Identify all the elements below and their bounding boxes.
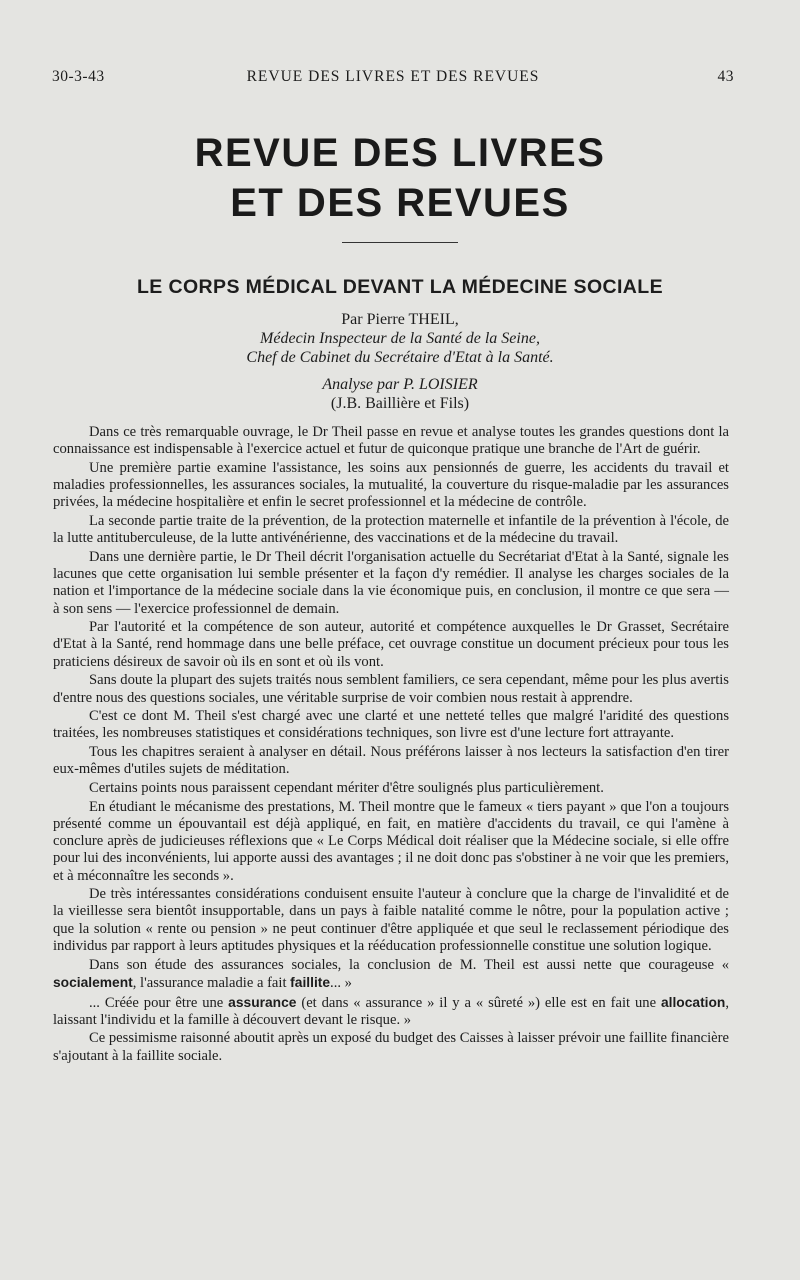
paragraph: Ce pessimisme raisonné aboutit après un exposé du budget des Caisses à laisser prévoir une faillite financière s'ajoutant à la faillite sociale. <box>53 1030 729 1064</box>
paragraph: Tous les chapitres seraient à analyser en détail. Nous préférons laisser à nos lecteurs la satisfaction d'en tirer eux-mêmes d'utiles sujets de méditation. <box>53 744 729 778</box>
text-run: , l'assurance maladie a fait <box>132 974 291 991</box>
author-affiliation-1: Médecin Inspecteur de la Santé de la Seine, <box>260 330 540 347</box>
paragraph: Par l'autorité et la compétence de son auteur, autorité et compétence auxquelles le Dr Grasset, Secrétaire d'Etat à la Santé, rend hommage dans une belle préface, cet ouvrage constitue un document précieux pour tous les praticiens désireux de savoir où ils en sont et où ils vont. <box>53 619 729 670</box>
text-run: Dans son étude des assurances sociales, la conclusion de M. Theil est aussi nette que courageuse « <box>89 956 729 973</box>
article-body <box>53 424 729 1065</box>
paragraph: C'est ce dont M. Theil s'est chargé avec une clarté et une netteté telles que malgré l'aridité des questions traitées, les nombreuses statistiques et considérations techniques, son livre est d'une lecture fort attrayante. <box>53 708 729 742</box>
bold-term: faillite <box>290 974 331 990</box>
page-number: 43 <box>717 68 734 85</box>
paragraph <box>53 994 729 1029</box>
text-run: ... Créée pour être une <box>89 994 229 1011</box>
paragraph: Sans doute la plupart des sujets traités nous semblent familiers, ce sera cependant, même pour les plus avertis d'entre nous des questions sociales, une véritable surprise de voir combien nous restait à apprendre. <box>53 672 729 706</box>
paragraph: Certains points nous paraissent cependant mériter d'être soulignés plus particulièrement. <box>89 780 604 797</box>
section-title <box>0 128 800 228</box>
section-title-line-2: ET DES REVUES <box>230 181 570 225</box>
analysis-credit: Analyse par P. LOISIER <box>322 376 478 393</box>
text-run: (et dans « assurance » il y a « sûreté ») elle est en fait une <box>296 994 661 1011</box>
divider-rule <box>342 242 458 243</box>
author-affiliation-2: Chef de Cabinet du Secrétaire d'Etat à la Santé. <box>246 349 554 366</box>
paragraph: De très intéressantes considérations conduisent ensuite l'auteur à conclure que la charge de l'invalidité et de la vieillesse sera bientôt insupportable, dans un pays à faible natalité comme le nôtre, pour la population active ; que la solution « rente ou pension » ne peut continuer d'être appliquée et que seul le reclassement périodique des individus par rapport à leurs aptitudes physiques et la rééducation professionnelle constitue une solution logique. <box>53 886 729 954</box>
running-head-title: REVUE DES LIVRES ET DES REVUES <box>246 68 540 85</box>
text-run: ... » <box>330 974 352 991</box>
paragraph: Une première partie examine l'assistance, les soins aux pensionnés de guerre, les accidents du travail et maladies professionnelles, les assurances sociales, la mutualité, la couverture du risque-maladie par les assurances privées, la médecine hospitalière et enfin le secret professionnel et la médecine de contrôle. <box>53 459 729 511</box>
article-title: LE CORPS MÉDICAL DEVANT LA MÉDECINE SOCIALE <box>136 276 664 298</box>
article-byline <box>0 310 800 413</box>
section-title-line-1: REVUE DES LIVRES <box>194 131 606 175</box>
paragraph: En étudiant le mécanisme des prestations, M. Theil montre que le fameux « tiers payant » que l'on a toujours présenté comme un épouvantail est déjà appliqué, en fait, en matière d'accidents du travail, ce qui l'amène à conclure après de judicieuses réflexions que « Le Corps Médical doit réaliser que la Médecine sociale, si elle offre pour lui des inconvénients, lui apporte aussi des avantages ; il ne doit donc pas s'obstiner à ne voir que les premiers, et à méconnaître les seconds ». <box>53 798 729 884</box>
publisher: (J.B. Baillière et Fils) <box>330 395 470 412</box>
text-run: , laissant l'individu et la famille à découvert devant le risque. » <box>53 994 730 1028</box>
paragraph: La seconde partie traite de la prévention, de la protection maternelle et infantile de la prévention à l'école, de la lutte antituberculeuse, de la lutte antivénérienne, des vaccinations et de la médecine du travail. <box>53 513 729 547</box>
paragraph <box>53 957 729 992</box>
paragraph: Dans une dernière partie, le Dr Theil décrit l'organisation actuelle du Secrétariat d'Etat à la Santé, signale les lacunes que cette organisation lui semble présenter et la façon d'y remédier. Il analyse les charges sociales de la nation et l'importance de la médecine sociale dans la vie économique puis, en conclusion, il montre ce que sera — à son sens — l'exercice professionnel de demain. <box>53 548 729 617</box>
bold-term: assurance <box>228 994 297 1010</box>
paragraph: Dans ce très remarquable ouvrage, le Dr Theil passe en revue et analyse toutes les grandes questions dont la connaissance est indispensable à l'exercice actuel et futur de quiconque pratique une branche de l'Art de guérir. <box>53 424 729 458</box>
author-line: Par Pierre THEIL, <box>341 311 459 328</box>
running-head <box>52 68 734 90</box>
bold-term: socialement <box>53 974 133 990</box>
issue-date: 30-3-43 <box>52 68 105 85</box>
bold-term: allocation <box>660 994 726 1010</box>
